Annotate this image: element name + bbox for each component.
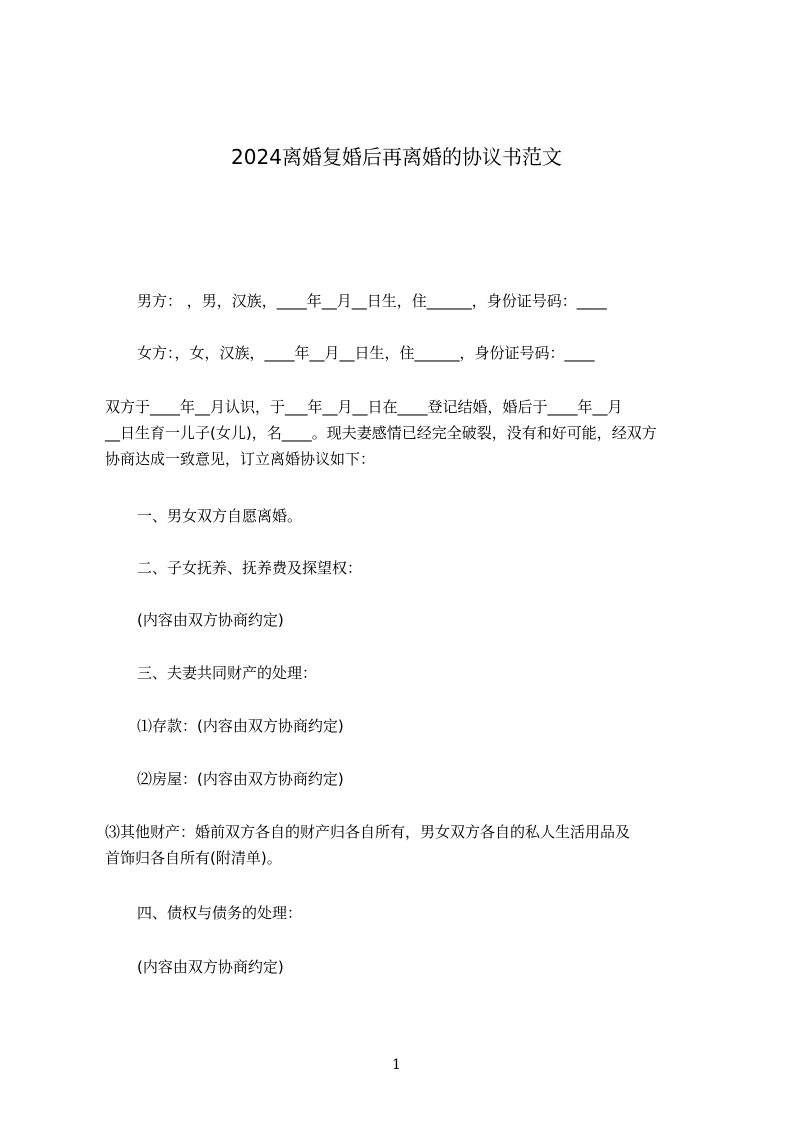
clause-4-content: (内容由双方协商约定): [137, 958, 284, 976]
page-number: 1: [392, 1057, 401, 1073]
document-title: 2024离婚复婚后再离婚的协议书范文: [231, 145, 562, 169]
clause-3-housing: ⑵房屋：(内容由双方协商约定): [137, 770, 344, 788]
paragraph-male-party: 男方： ，男，汉族，____年__月__日生，住______，身份证号码：____: [137, 292, 607, 310]
clause-3-joint-property: 三、夫妻共同财产的处理：: [137, 664, 318, 682]
clause-2-content: (内容由双方协商约定): [137, 611, 284, 629]
clause-4-debts: 四、债权与债务的处理：: [137, 904, 303, 922]
paragraph-marriage-history: 双方于____年__月认识，于___年__月__日在____登记结婚，婚后于____年__月 __日生育一儿子(女儿)，名____。现夫妻感情已经完全破裂，没有和好可能，经双方 协商达成一致意见，订立离婚协议如下：: [105, 398, 657, 468]
clause-3-other-property: ⑶其他财产：婚前双方各自的财产归各自所有，男女双方各自的私人生活用品及 首饰归各自所有(附清单)。: [105, 823, 631, 867]
paragraph-female-party: 女方：，女，汉族，____年__月__日生，住______，身份证号码：____: [137, 344, 595, 362]
clause-2-child-custody: 二、子女抚养、抚养费及探望权：: [137, 559, 363, 577]
clause-3-savings: ⑴存款：(内容由双方协商约定): [137, 717, 344, 735]
clause-1-voluntary-divorce: 一、男女双方自愿离婚。: [137, 507, 303, 525]
